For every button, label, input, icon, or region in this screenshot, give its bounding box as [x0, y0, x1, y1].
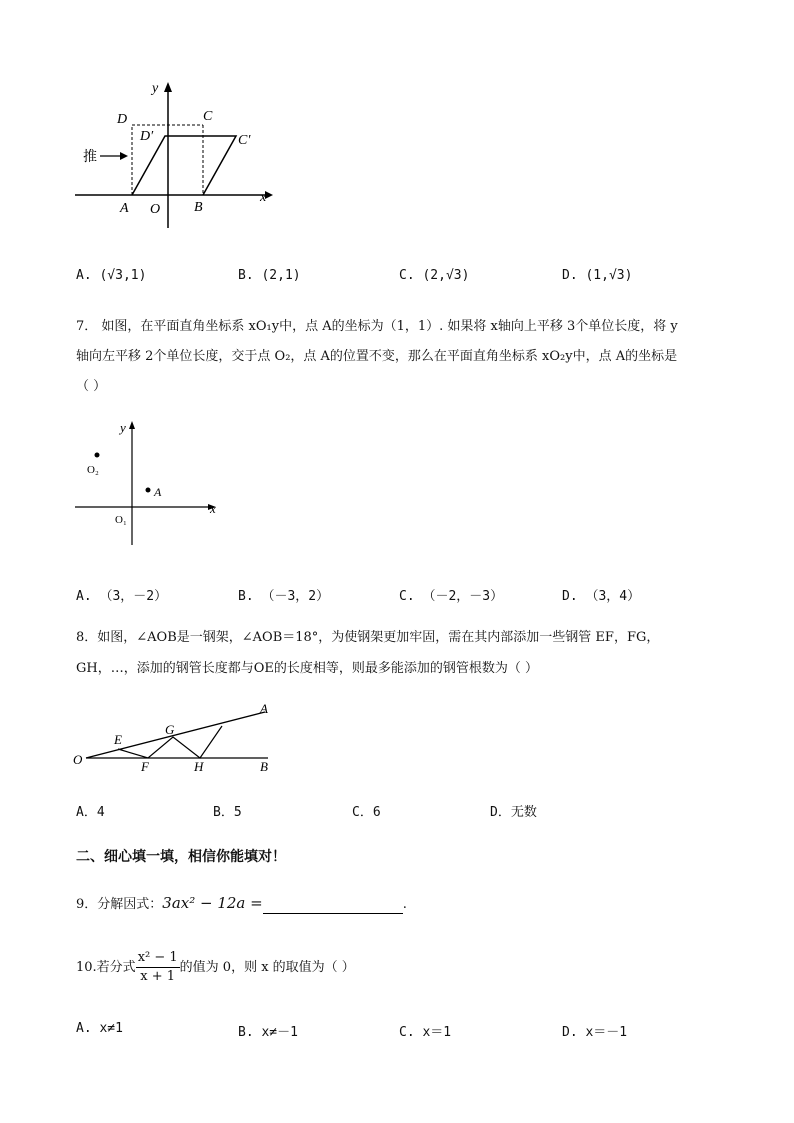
label-O: O: [150, 202, 161, 217]
label-E: E: [114, 732, 122, 747]
label-D: D: [117, 112, 128, 127]
label-G: G: [165, 722, 175, 737]
push-label: 推: [83, 150, 97, 165]
q9: [76, 894, 407, 914]
q9-suffix: .: [402, 897, 407, 912]
q8-option-d: D．无数: [490, 805, 537, 820]
q7-line2: 轴向左平移 2个单位长度，交于点 O₂，点 A的位置不变，那么在平面直角坐标系 xO₂y中，点 A的坐标是: [76, 349, 678, 364]
q9-expression: 3ax² − 12a =: [162, 894, 263, 912]
label-O: O: [73, 752, 83, 767]
q7-line1: 7． 如图，在平面直角坐标系 xO₁y中，点 A的坐标为（1，1）. 如果将 x轴向上平移 3个单位长度，将 y: [76, 319, 678, 334]
q6-option-a: A. (√3,1): [76, 268, 147, 283]
q7-option-d: D. （3，4）: [562, 589, 641, 604]
q10-denominator: x + 1: [140, 969, 176, 984]
x-label: x: [260, 190, 267, 205]
label-A: A: [154, 485, 162, 499]
push-arrow-head: [120, 152, 128, 160]
label-O2: O₂: [87, 464, 99, 476]
q7-option-b: B. （－3，2）: [238, 589, 330, 604]
q9-answer-blank[interactable]: [263, 899, 403, 914]
point-A: [146, 488, 151, 493]
q10-option-b: B. x≠－1: [238, 1025, 298, 1040]
label-Cp: C′: [238, 133, 251, 148]
label-B: B: [260, 759, 268, 774]
label-B: B: [194, 200, 203, 215]
q8-option-b: B．5: [213, 805, 242, 820]
q10-numerator: x² − 1: [136, 949, 180, 968]
figure-parallelogram: [70, 70, 290, 240]
y-axis-arrow: [129, 421, 135, 429]
label-A: A: [120, 201, 129, 216]
q7-option-c: C. （－2，－3）: [399, 589, 504, 604]
ray-OA: [86, 712, 265, 758]
q6-option-b: B. (2,1): [238, 268, 301, 283]
label-C: C: [203, 109, 213, 124]
q10-fraction: [136, 949, 180, 986]
label-O1: O₁: [115, 514, 127, 526]
q6-option-d: D. (1,√3): [562, 268, 633, 283]
q7-option-a: A. （3，－2）: [76, 589, 168, 604]
y-label: y: [152, 81, 159, 96]
q8-option-a: A．4: [76, 805, 105, 820]
q10-option-a: A. x≠1: [76, 1021, 123, 1036]
point-O2: [95, 453, 100, 458]
q8-line2: GH，…，添加的钢管长度都与OE的长度相等，则最多能添加的钢管根数为（ ）: [76, 661, 539, 676]
q10: [76, 949, 355, 986]
x-label: x: [210, 501, 216, 516]
y-label: y: [120, 420, 126, 435]
label-F: F: [141, 759, 149, 774]
q10-option-c: C. x＝1: [399, 1025, 452, 1040]
figure-steel-frame: [70, 698, 285, 780]
y-axis-arrow: [164, 82, 172, 92]
q6-option-c: C. (2,√3): [399, 268, 470, 283]
q10-suffix: 的值为 0，则 x 的取值为（ ）: [179, 960, 355, 975]
q7-line3: （ ）: [76, 379, 107, 394]
q9-prefix: 9．分解因式：: [76, 897, 163, 912]
q8-line1: 8．如图，∠AOB是一钢架，∠AOB＝18°，为使钢架更加牢固，需在其内部添加一些钢管 EF，FG，: [76, 630, 660, 645]
parallelogram: [132, 136, 236, 195]
q10-option-d: D. x＝－1: [562, 1025, 628, 1040]
label-A: A: [260, 701, 268, 716]
section-title: 二、细心填一填，相信你能填对！: [76, 849, 286, 865]
q8-option-c: C．6: [352, 805, 381, 820]
figure-coordinate-plane: [70, 415, 230, 550]
label-H: H: [194, 759, 204, 774]
label-Dp: D′: [140, 129, 154, 144]
q10-prefix: 10.若分式: [76, 960, 136, 975]
